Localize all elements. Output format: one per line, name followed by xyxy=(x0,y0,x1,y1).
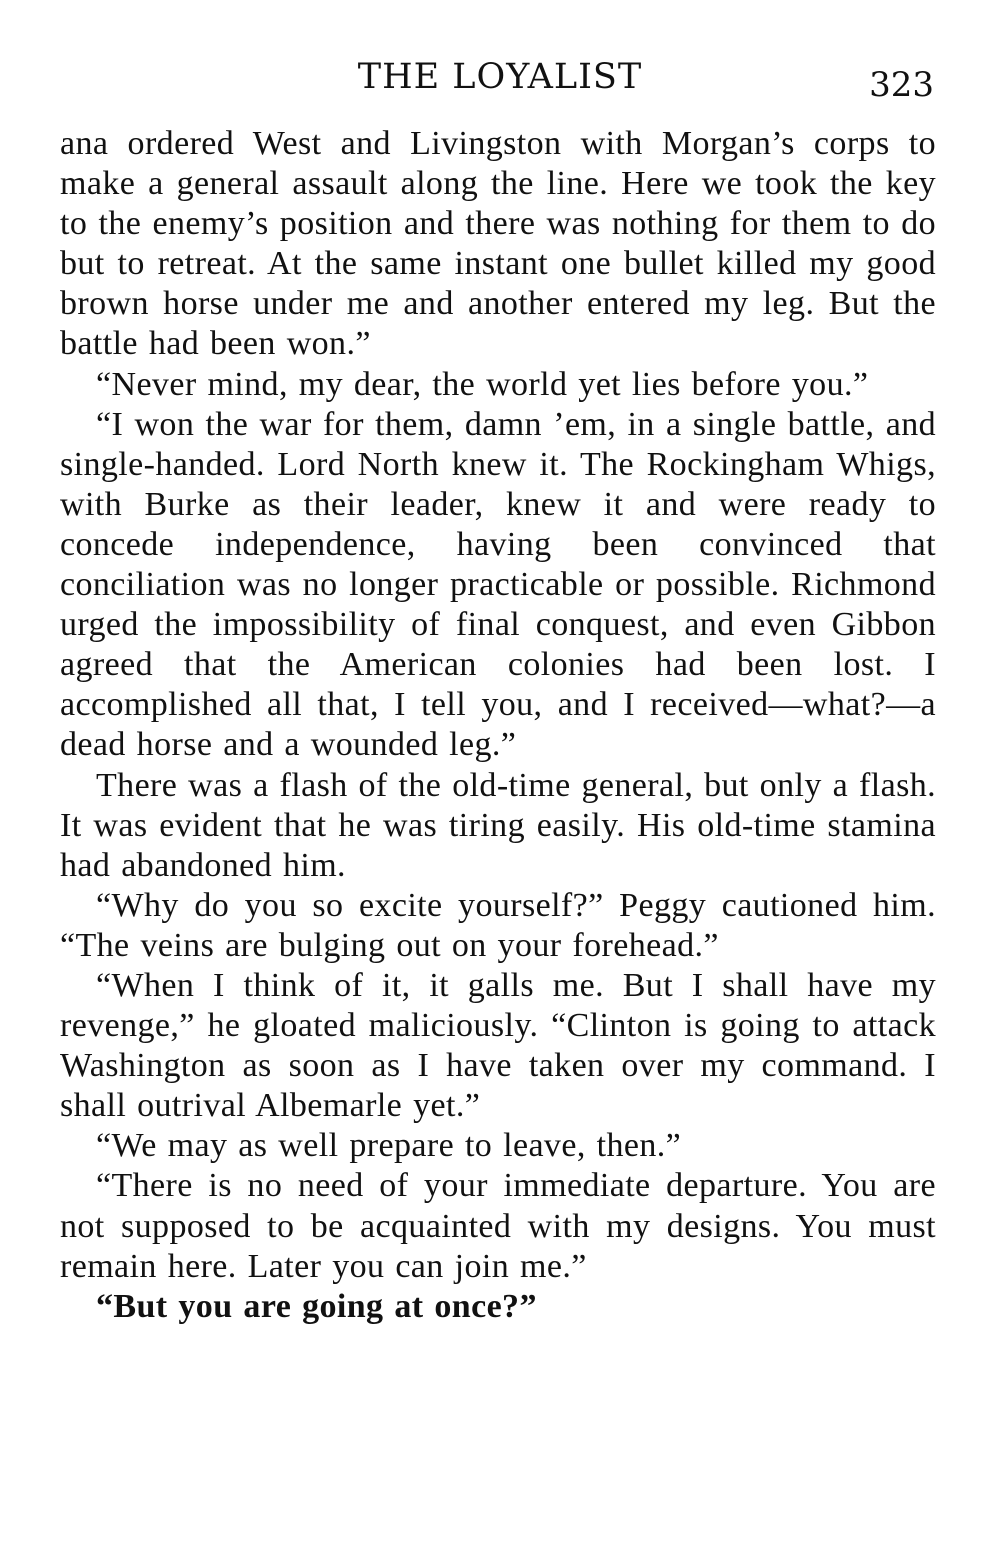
paragraph: “Never mind, my dear, the world yet lies before you.” xyxy=(96,365,869,403)
body-text xyxy=(60,124,936,1327)
page-number: 323 xyxy=(869,65,934,105)
paragraph: “We may as well prepare to leave, then.” xyxy=(96,1127,682,1165)
paragraph: “I won the war for them, damn ’em, in a single battle, and single-handed. Lord North knew it. The Rockingham Whigs, with Burke as their leader, knew it and were ready to concede independence, having been convinced that conciliation was no longer practicable or possible. Richmond urged the impossibility of final conquest, and even Gibbon agreed that the American colonies had been lost. I accomplished all that, I tell you, and I received—what?—a dead horse and a wounded leg.” xyxy=(60,405,936,764)
paragraph: “There is no need of your immediate departure. You are not supposed to be acquainted with my designs. You must remain here. Later you can join me.” xyxy=(60,1167,936,1285)
paragraph-continued: ana ordered West and Livingston with Morgan’s corps to make a general assault along the line. Here we took the key to the enemy’s position and there was nothing for them to do but to retreat. At the same instant one bullet killed my good brown horse under me and another entered my leg. But the battle had been won.” xyxy=(60,125,936,363)
paragraph: “Why do you so excite yourself?” Peggy cautioned him. “The veins are bulging out on your forehead.” xyxy=(60,886,936,964)
running-title: THE LOYALIST xyxy=(357,57,643,97)
running-head xyxy=(60,52,940,105)
paragraph-last: “But you are going at once?” xyxy=(96,1287,537,1325)
paragraph: There was a flash of the old-time general, but only a flash. It was evident that he was tiring easily. His old-time stamina had abandoned him. xyxy=(60,766,937,884)
paragraph: “When I think of it, it galls me. But I shall have my revenge,” he gloated maliciously. “Clinton is going to attack Washington as soon as I have taken over my command. I shall outrival Albemarle yet.” xyxy=(60,966,936,1125)
